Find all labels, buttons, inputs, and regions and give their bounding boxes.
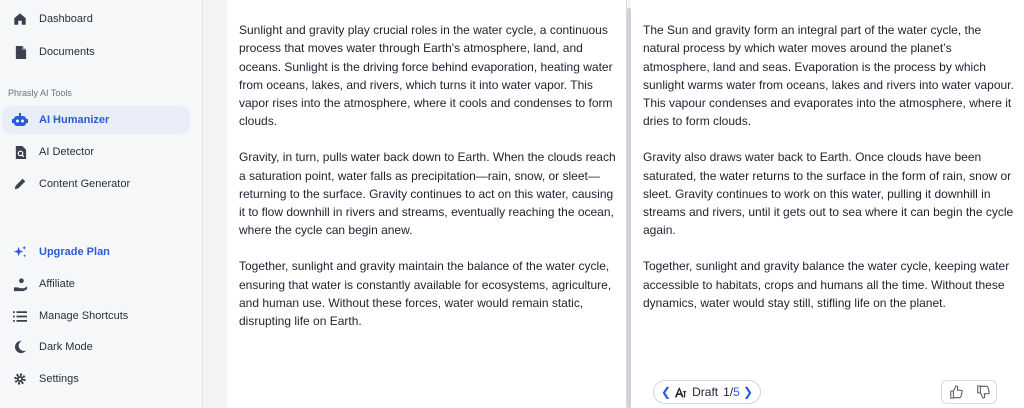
- sidebar-item-label: Dashboard: [39, 13, 93, 25]
- sidebar-item-label: Upgrade Plan: [39, 246, 110, 258]
- sidebar-item-affiliate[interactable]: [2, 270, 190, 298]
- sidebar-item-content-generator[interactable]: [2, 170, 190, 198]
- pencil-icon: [12, 176, 28, 192]
- sidebar-item-label: Documents: [39, 46, 95, 58]
- detector-icon: [12, 144, 28, 160]
- sidebar-item-label: Affiliate: [39, 278, 75, 290]
- sidebar-item-label: Content Generator: [39, 178, 131, 190]
- sidebar-item-dashboard[interactable]: [2, 5, 190, 33]
- section-label: Phrasly AI Tools: [8, 88, 72, 98]
- sidebar-item-upgrade-plan[interactable]: [2, 238, 190, 266]
- document-icon: [12, 44, 28, 60]
- sidebar-item-label: Dark Mode: [39, 341, 93, 353]
- sidebar-item-label: Manage Shortcuts: [39, 310, 129, 322]
- thumbs-down-icon[interactable]: [974, 383, 992, 401]
- draft-navigator: [653, 380, 761, 404]
- paragraph: Together, sunlight and gravity maintain the balance of the water cycle, ensuring that water is constantly available for ecosystems, agriculture, and human use. Without these forces, water would remain static, disrupting life on Earth.: [239, 259, 612, 329]
- sidebar-item-settings[interactable]: [2, 365, 190, 393]
- moon-icon: [12, 339, 28, 355]
- feedback-buttons: [941, 380, 997, 404]
- draft-label-group: [674, 385, 740, 399]
- chevron-left-icon[interactable]: ❮: [660, 385, 672, 399]
- sidebar-item-ai-humanizer[interactable]: [2, 106, 190, 134]
- home-icon: [12, 11, 28, 27]
- original-text-pane[interactable]: [227, 0, 627, 408]
- sidebar-item-documents[interactable]: [2, 38, 190, 66]
- original-text: [239, 21, 616, 348]
- humanized-text: [643, 21, 1014, 330]
- sidebar-item-label: AI Detector: [39, 146, 95, 158]
- translate-icon: [674, 386, 687, 399]
- sparkle-icon: [12, 244, 28, 260]
- paragraph: Sunlight and gravity play crucial roles in the water cycle, a continuous process that moves water through Earth's atmosphere, land, and oceans. Sunlight is the driving force behind evaporation, heating water from oceans, lakes, and rivers, which turns it into water vapor. This vapor rises into the atmosphere, where it cools and condenses to form clouds.: [239, 23, 613, 129]
- paragraph: The Sun and gravity form an integral part of the water cycle, the natural process by which water moves around the planet’s atmosphere, land and seas. Evaporation is the process by which sunlight warms water from oceans, lakes and rivers into water vapour. This vapour condenses and evaporates into the atmosphere, where it dries to form clouds.: [643, 23, 1014, 129]
- paragraph: Gravity also draws water back to Earth. Once clouds have been saturated, the water returns to the surface in the form of rain, snow or sleet. Gravity continues to work on this water, pulling it downhill in streams and rivers, until it gets out to sea where it can begin the cycle again.: [643, 150, 1014, 238]
- main-area: [203, 0, 1024, 408]
- draft-label: Draft: [692, 385, 719, 399]
- sidebar: [0, 0, 203, 408]
- thumbs-up-icon[interactable]: [947, 383, 965, 401]
- humanized-text-pane[interactable]: [631, 0, 1024, 408]
- paragraph: Gravity, in turn, pulls water back down to Earth. When the clouds reach a saturation point, water falls as precipitation—rain, snow, or sleet—returning to the surface. Gravity continues to act on this water, causing it to flow downhill in rivers and streams, eventually reaching the ocean, where the cycle can begin anew.: [239, 150, 616, 238]
- chevron-right-icon[interactable]: ❯: [742, 385, 754, 399]
- sidebar-item-label: Settings: [39, 373, 79, 385]
- sidebar-item-manage-shortcuts[interactable]: [2, 302, 190, 330]
- robot-icon: [12, 112, 28, 128]
- paragraph: Together, sunlight and gravity balance the water cycle, keeping water accessible to habitats, crops and humans all the time. Without these dynamics, water would stay still, stifling life on the planet.: [643, 259, 1010, 310]
- draft-count: 1/5: [723, 385, 740, 399]
- sidebar-item-label: AI Humanizer: [39, 114, 110, 126]
- hand-coin-icon: [12, 276, 28, 292]
- sidebar-item-ai-detector[interactable]: [2, 138, 190, 166]
- list-icon: [12, 308, 28, 324]
- sidebar-item-dark-mode[interactable]: [2, 333, 190, 361]
- gear-icon: [12, 371, 28, 387]
